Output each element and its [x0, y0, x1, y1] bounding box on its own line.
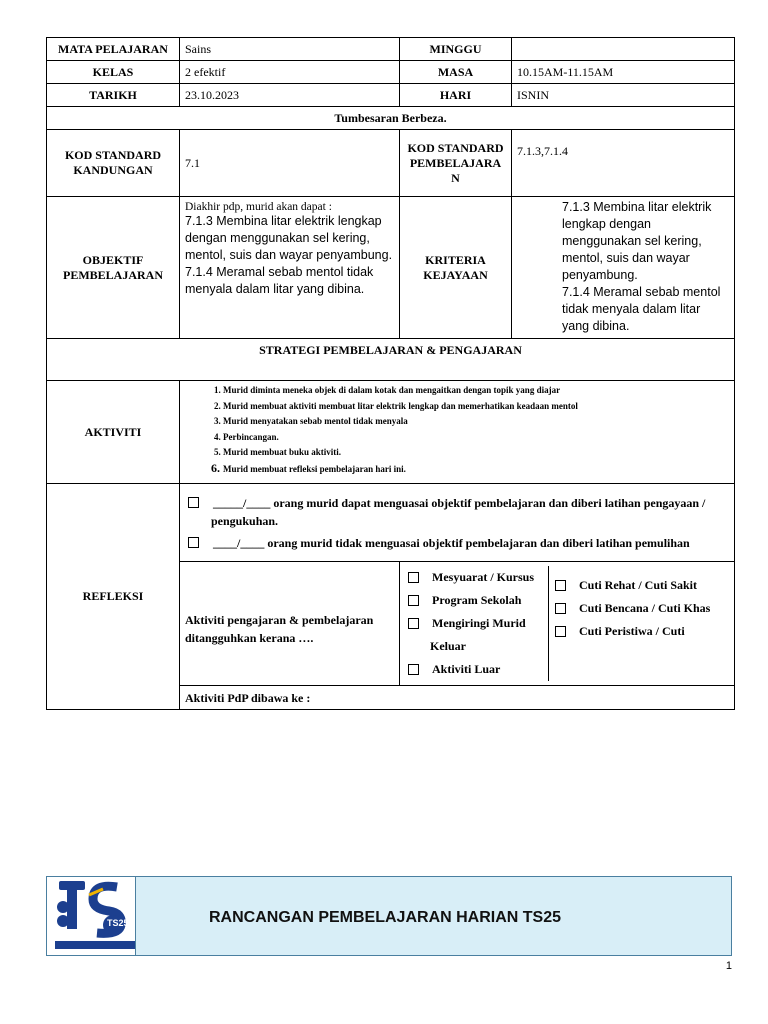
option-outside-activity [408, 658, 548, 681]
option-label: Program Sekolah [432, 593, 522, 607]
checkbox[interactable] [188, 497, 199, 508]
option-meeting [408, 566, 548, 589]
option-label: Cuti Bencana / Cuti Khas [579, 601, 711, 615]
row-subject [47, 38, 735, 61]
reflection-mastery-cell [180, 484, 735, 562]
objective-label: OBJEKTIF PEMBELAJARAN [47, 197, 180, 339]
content-standard-label: KOD STANDARD KANDUNGAN [47, 130, 180, 197]
checkbox[interactable] [408, 595, 419, 606]
row-standards [47, 130, 735, 197]
objective-intro: Diakhir pdp, murid akan dapat : [185, 201, 332, 213]
strategy-title: STRATEGI PEMBELAJARAN & PENGAJARAN [47, 339, 735, 381]
footer-title: RANCANGAN PEMBELAJARAN HARIAN TS25 [209, 909, 562, 926]
checkbox[interactable] [408, 618, 419, 629]
objective-cell [180, 197, 400, 339]
row-topic [47, 107, 735, 130]
reflection-line-2 [188, 534, 729, 552]
time-label: MASA [400, 61, 512, 84]
row-activities [47, 381, 735, 484]
checkbox[interactable] [555, 626, 566, 637]
postponed-options [400, 566, 734, 681]
row-date [47, 84, 735, 107]
reflection-line-2-text: ____/____ orang murid tidak menguasai objektif pembelajaran dan diberi latihan pemulihan [213, 535, 690, 550]
learning-standard-label: KOD STANDARD PEMBELAJARA N [400, 130, 512, 197]
time-value: 10.15AM-11.15AM [512, 61, 735, 84]
day-label: HARI [400, 84, 512, 107]
subject-label: MATA PELAJARAN [47, 38, 180, 61]
postponed-reason-cell: Aktiviti pengajaran & pembelajaran ditangguhkan kerana …. [180, 562, 400, 686]
success-criteria-label: KRITERIA KEJAYAAN [400, 197, 512, 339]
option-label: Mengiringi Murid Keluar [430, 616, 526, 653]
learning-standard-value: 7.1.3,7.1.4 [512, 130, 735, 197]
option-label: Cuti Rehat / Cuti Sakit [579, 578, 698, 592]
activity-label: AKTIVITI [47, 381, 180, 484]
week-label: MINGGU [400, 38, 512, 61]
row-class [47, 61, 735, 84]
day-value: ISNIN [512, 84, 735, 107]
reflection-label: REFLEKSI [47, 484, 180, 710]
logo-text: TS25 [107, 918, 129, 928]
option-label: Cuti Peristiwa / Cuti [579, 624, 685, 638]
class-label: KELAS [47, 61, 180, 84]
objective-item-1: 7.1.3 Membina litar elektrik lengkap dengan menggunakan sel kering, mentol, suis dan wayar penyambung. [185, 214, 393, 262]
option-rest-sick-leave [555, 574, 734, 597]
row-reflection-1 [47, 484, 735, 562]
date-value: 23.10.2023 [180, 84, 400, 107]
option-accompany-students [408, 612, 548, 658]
row-objectives [47, 197, 735, 339]
success-criteria-cell [512, 197, 735, 339]
reflection-line-1 [188, 494, 729, 530]
page-number: 1 [725, 960, 732, 972]
options-col-1 [400, 566, 549, 681]
footer-banner [46, 876, 732, 956]
carried-over-cell: Aktiviti PdP dibawa ke : [180, 686, 735, 710]
checkbox[interactable] [408, 664, 419, 675]
content-standard-value: 7.1 [180, 130, 400, 197]
checkbox[interactable] [555, 580, 566, 591]
activity-item-text: Murid membuat refleksi pembelajaran hari ini. [223, 463, 406, 474]
lesson-plan-table [46, 37, 735, 710]
activity-list [185, 383, 729, 477]
option-disaster-leave [555, 597, 734, 620]
option-school-program [408, 589, 548, 612]
subject-value: Sains [180, 38, 400, 61]
option-label: Mesyuarat / Kursus [432, 570, 534, 584]
activity-cell [180, 381, 735, 484]
reflection-line-1-text: _____/____ orang murid dapat menguasai objektif pembelajaran dan diberi latihan pengayaan / pengukuhan. [211, 495, 706, 528]
postponed-options-cell [400, 562, 735, 686]
checkbox[interactable] [188, 537, 199, 548]
option-label: Aktiviti Luar [432, 662, 501, 676]
logo-tagline-bar [55, 941, 135, 949]
date-label: TARIKH [47, 84, 180, 107]
week-value [512, 38, 735, 61]
objective-item-2: 7.1.4 Meramal sebab mentol tidak menyala dalam litar yang dibina. [185, 265, 374, 296]
activity-item: 3. Murid menyatakan sebab mentol tidak menyala [223, 414, 729, 430]
ts25-logo [47, 877, 136, 955]
activity-item: 1. Murid diminta meneka objek di dalam kotak dan mengaitkan dengan topik yang diajar [223, 383, 729, 399]
activity-item: 4. Perbincangan. [223, 430, 729, 446]
criteria-item-1: 7.1.3 Membina litar elektrik lengkap dengan menggunakan sel kering, mentol, suis dan wayar penyambung. [562, 200, 712, 282]
criteria-item-2: 7.1.4 Meramal sebab mentol tidak menyala dalam litar yang dibina. [562, 285, 721, 333]
class-value: 2 efektif [180, 61, 400, 84]
row-strategy [47, 339, 735, 381]
checkbox[interactable] [408, 572, 419, 583]
option-event-leave [555, 620, 734, 643]
topic-title: Tumbesaran Berbeza. [47, 107, 735, 130]
activity-item: 5. Murid membuat buku aktiviti. [223, 445, 729, 461]
checkbox[interactable] [555, 603, 566, 614]
options-col-2 [549, 566, 735, 681]
activity-item: 2. Murid membuat aktiviti membuat litar elektrik lengkap dan memerhatikan keadaan mentol [223, 399, 729, 415]
activity-item [223, 461, 729, 478]
